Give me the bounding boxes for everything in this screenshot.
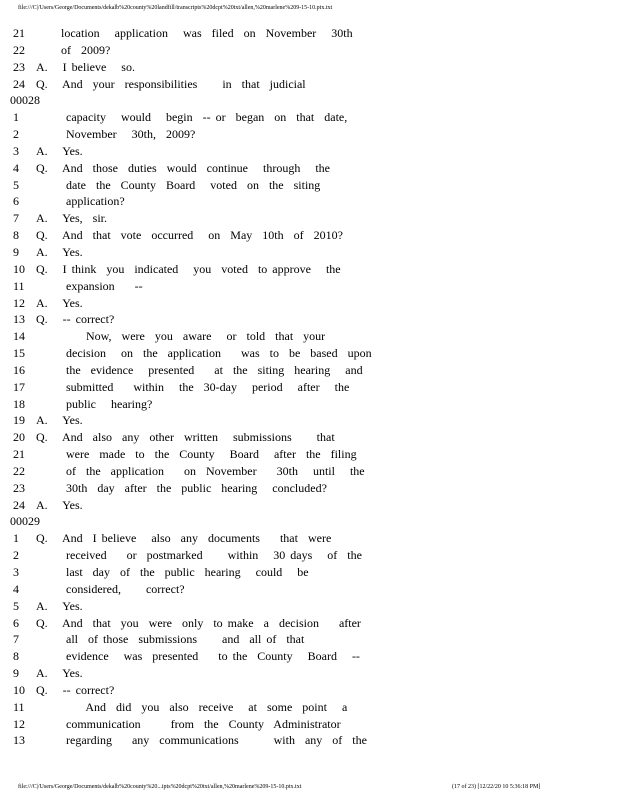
line-number: 8 — [13, 228, 19, 243]
transcript-line — [0, 480, 618, 497]
line-number: 12 — [13, 716, 25, 731]
transcript-line — [0, 716, 618, 733]
line-text: received or postmarked within 30 days of the — [36, 548, 362, 563]
transcript-line — [0, 497, 618, 514]
line-text: Q. And those duties would continue through the — [36, 160, 330, 175]
transcript-line — [0, 547, 618, 564]
line-number: 20 — [13, 430, 25, 445]
transcript-line — [0, 177, 618, 194]
line-number: 16 — [13, 362, 25, 377]
line-text: of 2009? — [36, 42, 111, 57]
line-number: 9 — [13, 244, 19, 259]
line-number: 6 — [13, 194, 19, 209]
line-text: A. Yes. — [36, 244, 83, 259]
transcript-body — [0, 25, 618, 749]
line-text: A. Yes, sir. — [36, 211, 108, 226]
line-number: 13 — [13, 733, 25, 748]
transcript-line — [0, 76, 618, 93]
line-text: communication from the County Administrator — [36, 716, 341, 731]
line-text: Q. And that you were only to make a decision after — [36, 615, 361, 630]
page-marker — [0, 92, 618, 109]
line-number: 4 — [13, 581, 19, 596]
line-text: And did you also receive at some point a — [36, 699, 348, 714]
footer-file-path: file:///C|/Users/George/Documents/dekalb%20county%20...ipts%20dcpt%20txt/allen,%20marlene%209-15-10.ptx.txt — [18, 784, 302, 790]
transcript-line — [0, 396, 618, 413]
transcript-line — [0, 615, 618, 632]
line-text: decision on the application was to be based upon — [36, 346, 372, 361]
line-number: 23 — [13, 480, 25, 495]
line-number: 5 — [13, 598, 19, 613]
line-number: 6 — [13, 615, 19, 630]
transcript-line — [0, 631, 618, 648]
page-marker — [0, 513, 618, 530]
line-number: 8 — [13, 649, 19, 664]
line-number: 12 — [13, 295, 25, 310]
line-number: 14 — [13, 329, 25, 344]
line-number: 7 — [13, 632, 19, 647]
line-number: 11 — [13, 699, 25, 714]
line-text: A. Yes. — [36, 497, 83, 512]
line-text: November 30th, 2009? — [36, 127, 196, 142]
line-text: of the application on November 30th until the — [36, 463, 365, 478]
transcript-line — [0, 210, 618, 227]
line-number: 17 — [13, 379, 25, 394]
line-text: regarding any communications with any of the — [36, 733, 367, 748]
line-text: Q. And your responsibilities in that judicial — [36, 76, 306, 91]
line-number: 24 — [13, 497, 25, 512]
transcript-line — [0, 463, 618, 480]
line-text: Q. And also any other written submissions that — [36, 430, 335, 445]
line-text: Q. -- correct? — [36, 682, 115, 697]
line-text: Q. I think you indicated you voted to approve the — [36, 261, 341, 276]
line-number: 9 — [13, 666, 19, 681]
line-number: 15 — [13, 346, 25, 361]
line-number: 21 — [13, 447, 25, 462]
line-text: evidence was presented to the County Board -- — [36, 649, 360, 664]
line-text: A. Yes. — [36, 413, 83, 428]
transcript-line — [0, 278, 618, 295]
line-number: 19 — [13, 413, 25, 428]
line-text: were made to the County Board after the filing — [36, 447, 357, 462]
line-text: all of those submissions and all of that — [36, 632, 305, 647]
transcript-line — [0, 25, 618, 42]
transcript-line — [0, 295, 618, 312]
line-text: Q. -- correct? — [36, 312, 115, 327]
transcript-line — [0, 109, 618, 126]
transcript-line — [0, 126, 618, 143]
page-number: 00029 — [10, 514, 40, 529]
file-path-header: file:///C|/Users/George/Documents/dekalb%20county%20landfill/transcripts%20dcpt%20txt/allen,%20marlene%209-15-10.ptx.txt — [18, 5, 333, 11]
line-number: 4 — [13, 160, 19, 175]
transcript-line — [0, 665, 618, 682]
line-text: capacity would begin -- or began on that date, — [36, 110, 348, 125]
line-number: 7 — [13, 211, 19, 226]
line-number: 22 — [13, 463, 25, 478]
transcript-line — [0, 160, 618, 177]
line-text: A. Yes. — [36, 143, 83, 158]
transcript-line — [0, 379, 618, 396]
transcript-line — [0, 412, 618, 429]
transcript-line — [0, 446, 618, 463]
transcript-line — [0, 564, 618, 581]
transcript-line — [0, 42, 618, 59]
line-number: 18 — [13, 396, 25, 411]
line-text: A. Yes. — [36, 598, 83, 613]
line-text: expansion -- — [36, 278, 143, 293]
line-text: application? — [36, 194, 125, 209]
transcript-line — [0, 598, 618, 615]
line-text: Q. And that vote occurred on May 10th of 2010? — [36, 228, 343, 243]
transcript-line — [0, 648, 618, 665]
transcript-line — [0, 59, 618, 76]
page-number: 00028 — [10, 93, 40, 108]
line-number: 2 — [13, 127, 19, 142]
transcript-line — [0, 311, 618, 328]
line-number: 23 — [13, 59, 25, 74]
transcript-line — [0, 227, 618, 244]
transcript-line — [0, 362, 618, 379]
line-text: A. I believe so. — [36, 59, 135, 74]
transcript-line — [0, 732, 618, 749]
line-number: 1 — [13, 110, 19, 125]
line-text: Now, were you aware or told that your — [36, 329, 326, 344]
transcript-line — [0, 429, 618, 446]
line-text: A. Yes. — [36, 666, 83, 681]
line-text: A. Yes. — [36, 295, 83, 310]
transcript-line — [0, 261, 618, 278]
transcript-line — [0, 345, 618, 362]
footer-page-info: (17 of 23) [12/22/20 10 5:36:18 PM] — [452, 784, 541, 790]
line-text: Q. And I believe also any documents that were — [36, 531, 332, 546]
line-number: 13 — [13, 312, 25, 327]
line-number: 21 — [13, 26, 25, 40]
line-text: location application was filed on November 30th — [36, 26, 353, 40]
transcript-line — [0, 699, 618, 716]
line-text: 30th day after the public hearing concluded? — [36, 480, 327, 495]
line-text: date the County Board voted on the siting — [36, 177, 321, 192]
line-number: 3 — [13, 565, 19, 579]
transcript-line — [0, 143, 618, 160]
line-text: submitted within the 30-day period after the — [36, 379, 350, 394]
line-number: 1 — [13, 531, 19, 546]
line-text: considered, correct? — [36, 581, 185, 596]
transcript-line — [0, 328, 618, 345]
transcript-line — [0, 682, 618, 699]
line-text: last day of the public hearing could be — [36, 565, 309, 579]
line-number: 3 — [13, 143, 19, 158]
line-number: 22 — [13, 42, 25, 57]
line-number: 10 — [13, 261, 25, 276]
line-number: 24 — [13, 76, 25, 91]
transcript-line — [0, 244, 618, 261]
transcript-line — [0, 581, 618, 598]
line-text: the evidence presented at the siting hearing and — [36, 362, 363, 377]
transcript-line — [0, 530, 618, 547]
line-number: 10 — [13, 682, 25, 697]
line-number: 2 — [13, 548, 19, 563]
transcript-line — [0, 193, 618, 210]
line-text: public hearing? — [36, 396, 153, 411]
line-number: 11 — [13, 278, 25, 293]
line-number: 5 — [13, 177, 19, 192]
